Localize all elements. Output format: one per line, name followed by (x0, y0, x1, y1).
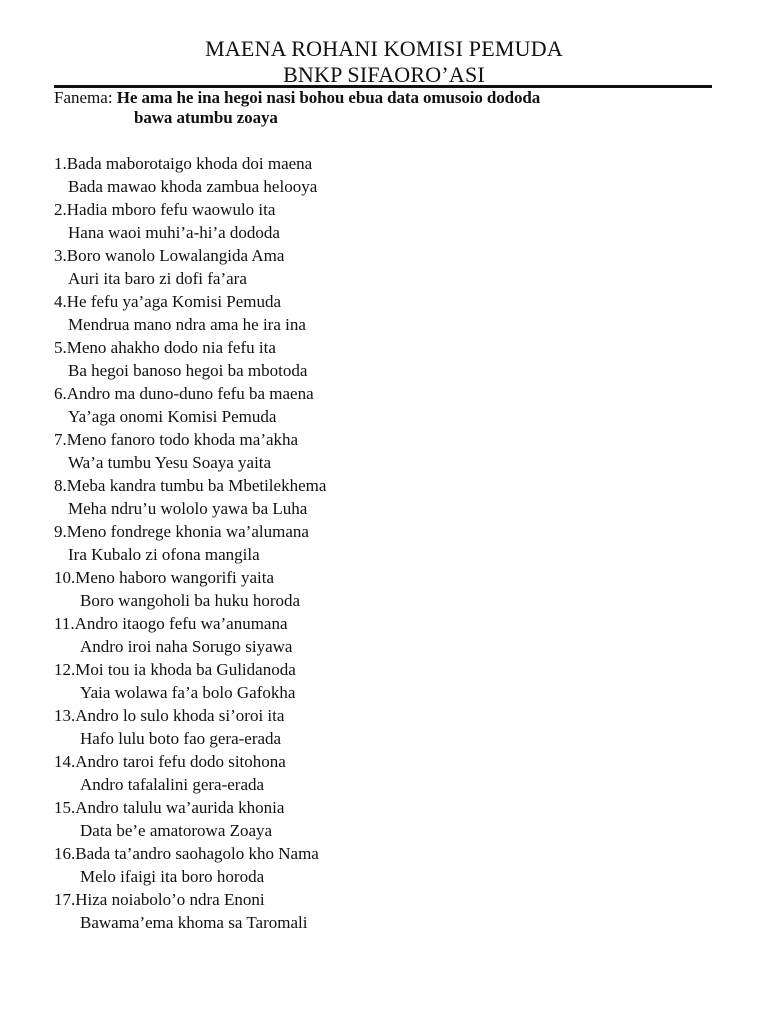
verse-line: 10.Meno haboro wangorifi yaita (54, 568, 274, 587)
verse-line: Hafo lulu boto fao gera-erada (80, 729, 282, 748)
verse-12 (54, 658, 714, 704)
verse-line: 16.Bada ta’andro saohagolo kho Nama (54, 844, 319, 863)
verse-line: Yaia wolawa fa’a bolo Gafokha (80, 683, 296, 702)
verse-line: Hana waoi muhi’a-hi’a dododa (68, 223, 280, 242)
verse-line: Meha ndru’u wololo yawa ba Luha (68, 499, 308, 518)
verse-11 (54, 612, 714, 658)
verse-line: 6.Andro ma duno-duno fefu ba maena (54, 384, 314, 403)
verse-17 (54, 888, 714, 934)
verse-line: 2.Hadia mboro fefu waowulo ita (54, 200, 276, 219)
verse-10 (54, 566, 714, 612)
title-line-1: MAENA ROHANI KOMISI PEMUDA (205, 36, 563, 61)
verse-6 (54, 382, 714, 428)
verse-9 (54, 520, 714, 566)
verse-line: 11.Andro itaogo fefu wa’anumana (54, 614, 288, 633)
verse-line: Bawama’ema khoma sa Taromali (80, 913, 308, 932)
verse-14 (54, 750, 714, 796)
song-title (0, 36, 768, 88)
verse-line: 17.Hiza noiabolo’o ndra Enoni (54, 890, 265, 909)
verse-line: Mendrua mano ndra ama he ira ina (68, 315, 306, 334)
verse-list (54, 152, 714, 934)
verse-line: 13.Andro lo sulo khoda si’oroi ita (54, 706, 285, 725)
verse-line: 1.Bada maborotaigo khoda doi maena (54, 154, 313, 173)
verse-8 (54, 474, 714, 520)
verse-line: 14.Andro taroi fefu dodo sitohona (54, 752, 286, 771)
verse-line: Ba hegoi banoso hegoi ba mbotoda (68, 361, 308, 380)
verse-line: 9.Meno fondrege khonia wa’alumana (54, 522, 309, 541)
verse-line: Melo ifaigi ita boro horoda (80, 867, 265, 886)
verse-5 (54, 336, 714, 382)
verse-line: 3.Boro wanolo Lowalangida Ama (54, 246, 285, 265)
verse-line: 8.Meba kandra tumbu ba Mbetilekhema (54, 476, 327, 495)
verse-line: 12.Moi tou ia khoda ba Gulidanoda (54, 660, 296, 679)
verse-15 (54, 796, 714, 842)
verse-line: Auri ita baro zi dofi fa’ara (68, 269, 247, 288)
verse-3 (54, 244, 714, 290)
verse-line: 4.He fefu ya’aga Komisi Pemuda (54, 292, 282, 311)
fanema-text-line-1: He ama he ina hegoi nasi bohou ebua data omusoio dododa (116, 88, 541, 107)
fanema-text-line-2: bawa atumbu zoaya (134, 108, 278, 127)
verse-line: Bada mawao khoda zambua helooya (68, 177, 318, 196)
verse-1 (54, 152, 714, 198)
verse-line: Andro tafalalini gera-erada (80, 775, 265, 794)
verse-line: Boro wangoholi ba huku horoda (80, 591, 301, 610)
verse-13 (54, 704, 714, 750)
verse-line: 15.Andro talulu wa’aurida khonia (54, 798, 285, 817)
verse-line: Ya’aga onomi Komisi Pemuda (68, 407, 277, 426)
fanema-label: Fanema: (54, 88, 113, 107)
title-line-2: BNKP SIFAORO’ASI (283, 62, 485, 87)
verse-line: Wa’a tumbu Yesu Soaya yaita (68, 453, 272, 472)
verse-2 (54, 198, 714, 244)
verse-line: Ira Kubalo zi ofona mangila (68, 545, 260, 564)
verse-line: Data be’e amatorowa Zoaya (80, 821, 273, 840)
verse-line: Andro iroi naha Sorugo siyawa (80, 637, 293, 656)
verse-line: 7.Meno fanoro todo khoda ma’akha (54, 430, 299, 449)
verse-line: 5.Meno ahakho dodo nia fefu ita (54, 338, 276, 357)
verse-7 (54, 428, 714, 474)
fanema-refrain (54, 88, 724, 128)
verse-4 (54, 290, 714, 336)
verse-16 (54, 842, 714, 888)
